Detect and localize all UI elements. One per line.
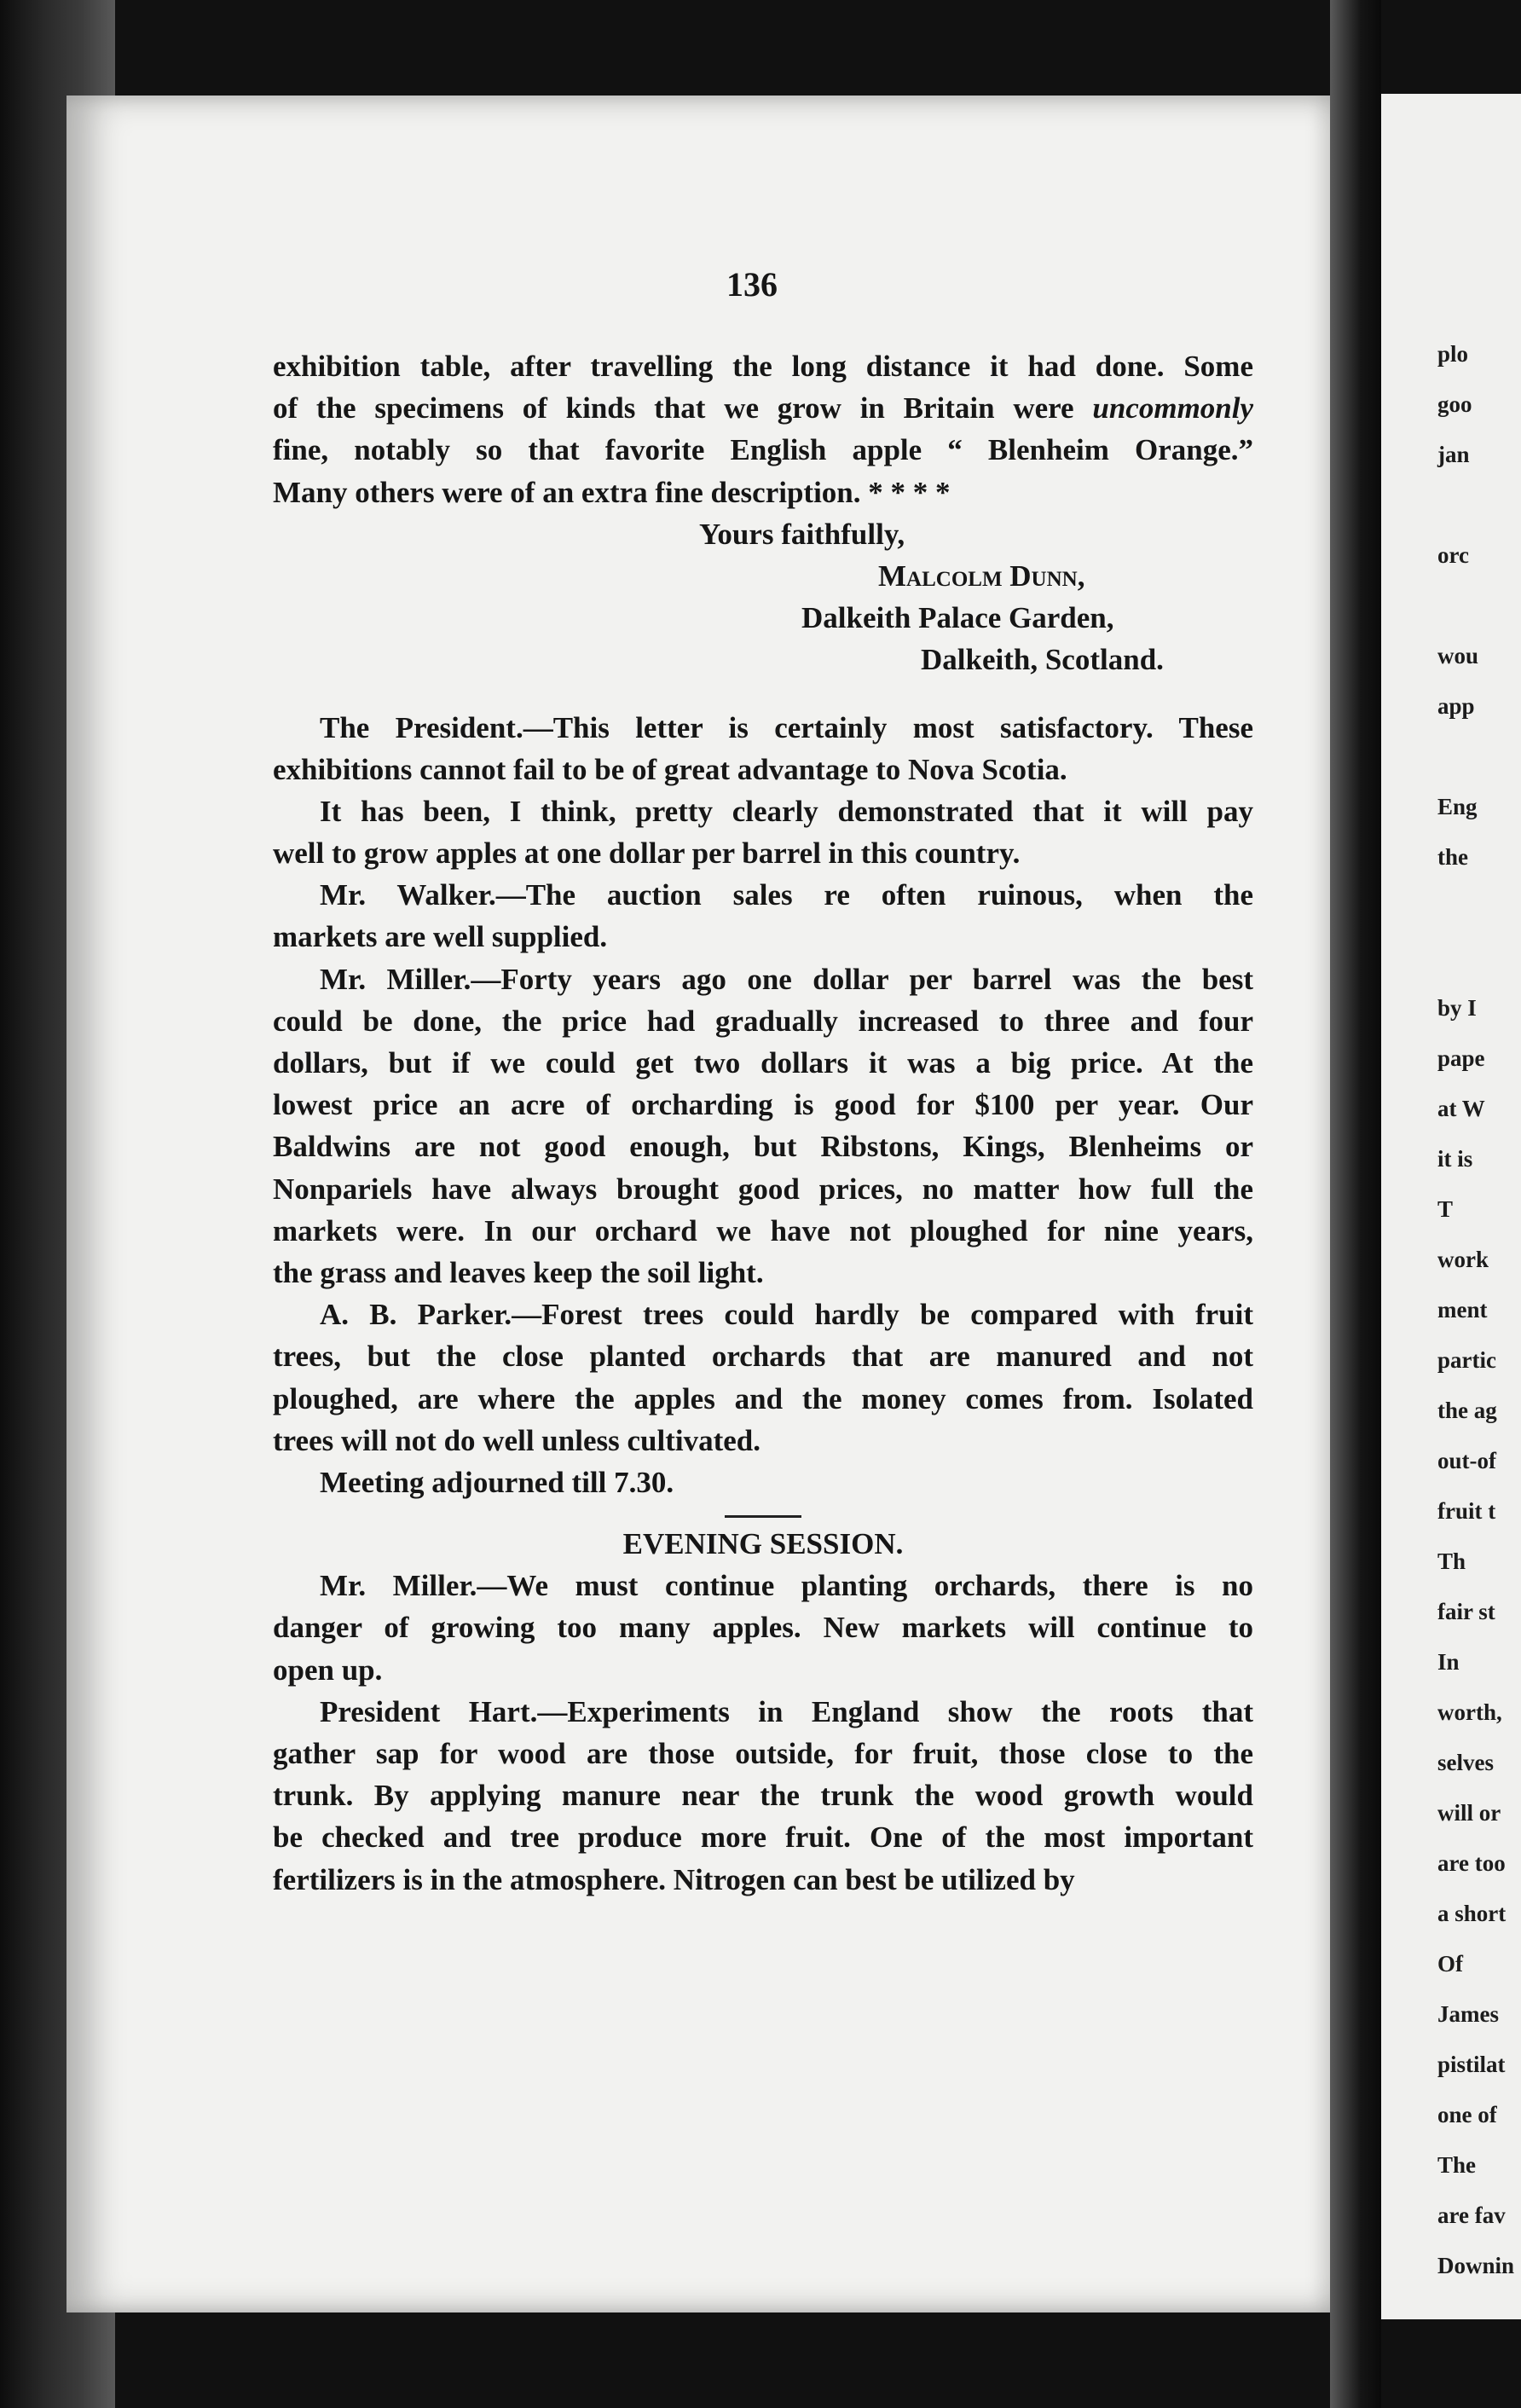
text-line: President Hart.—Experiments in England show the roots that xyxy=(320,1694,1253,1728)
text-line: ploughed, are where the apples and the money comes from. Isolated xyxy=(273,1381,1253,1415)
adjacent-page-fragment: at W xyxy=(1437,1096,1485,1121)
text-line: It has been, I think, pretty clearly demonstrated that it will pay xyxy=(320,794,1253,828)
adjacent-page-fragment: orc xyxy=(1437,542,1469,568)
text-line: lowest price an acre of orcharding is good for $100 per year. Our xyxy=(273,1088,1253,1122)
adjacent-page-fragment: worth, xyxy=(1437,1699,1502,1725)
text-line: The President.—This letter is certainly most satisfactory. These xyxy=(320,710,1253,744)
adjacent-page-fragment: Eng xyxy=(1437,794,1478,819)
section-divider xyxy=(725,1515,801,1518)
text-line: Nonpariels have always brought good prices, no matter how full the xyxy=(273,1172,1253,1206)
text-line: open up. xyxy=(273,1653,383,1687)
text-line: trunk. By applying manure near the trunk the wood growth would xyxy=(273,1779,1253,1813)
page-number: 136 xyxy=(726,265,778,304)
adjacent-page-fragment: one of xyxy=(1437,2102,1497,2127)
adjacent-page-fragment: it is xyxy=(1437,1146,1473,1172)
adjacent-page-fragment: Of xyxy=(1437,1951,1463,1977)
evening-paragraphs xyxy=(273,1565,1253,1901)
text-line: the grass and leaves keep the soil light. xyxy=(273,1255,764,1289)
adjacent-page-fragment: fruit t xyxy=(1437,1498,1496,1524)
text-line: trees, but the close planted orchards that are manured and not xyxy=(273,1340,1253,1374)
adjacent-page-fragment: James xyxy=(1437,2001,1499,2027)
adjacent-page-fragment: work xyxy=(1437,1247,1489,1272)
text-line: be checked and tree produce more fruit. One of the most important xyxy=(273,1820,1253,1855)
section-heading: EVENING SESSION. xyxy=(622,1527,904,1561)
adjacent-page-fragment: selves xyxy=(1437,1750,1494,1775)
page-gutter xyxy=(1330,0,1381,2408)
text-line: exhibitions cannot fail to be of great advantage to Nova Scotia. xyxy=(273,752,1067,786)
signature-place: Dalkeith, Scotland. xyxy=(921,643,1164,677)
adjacent-page-fragment: by I xyxy=(1437,995,1477,1021)
adjacent-page-fragment: T xyxy=(1437,1196,1454,1222)
adjacent-page-fragment: goo xyxy=(1437,391,1472,417)
text-line xyxy=(273,387,1253,429)
page-body xyxy=(273,273,1253,1901)
text-line: could be done, the price had gradually increased to three and four xyxy=(273,1004,1253,1038)
adjacent-page-fragment: ment xyxy=(1437,1297,1488,1323)
adjacent-page-fragment: Th xyxy=(1437,1548,1466,1574)
adjacent-page-fragment: Downin xyxy=(1437,2253,1515,2278)
adjacent-page-fragment: pistilat xyxy=(1437,2052,1506,2077)
adjacent-page-fragment: a short xyxy=(1437,1901,1507,1926)
text-line: Meeting adjourned till 7.30. xyxy=(320,1465,674,1499)
adjacent-page-fragment: The xyxy=(1437,2152,1477,2178)
adjacent-page-fragment: jan xyxy=(1437,442,1470,467)
adjacent-page-fragment: In xyxy=(1437,1649,1460,1675)
letter-closing: Yours faithfully, xyxy=(699,517,905,551)
adjacent-page-fragment: out-of xyxy=(1437,1448,1496,1473)
adjacent-page-fragment: are too xyxy=(1437,1850,1506,1876)
text-run: of the specimens of kinds that we grow in Britain were xyxy=(273,391,1074,425)
adjacent-page-fragment: plo xyxy=(1437,341,1469,367)
text-line: gather sap for wood are those outside, for fruit, those close to the xyxy=(273,1737,1253,1770)
text-line: trees will not do well unless cultivated. xyxy=(273,1423,760,1457)
adjacent-page-fragment: app xyxy=(1437,693,1475,719)
text-line: fine, notably so that favorite English apple “ Blenheim Orange.” xyxy=(273,433,1253,467)
text-line: A. B. Parker.—Forest trees could hardly be compared with fruit xyxy=(320,1298,1253,1332)
text-line: markets are well supplied. xyxy=(273,920,608,954)
text-line: well to grow apples at one dollar per barrel in this country. xyxy=(273,836,1021,871)
adjacent-page-fragment: the ag xyxy=(1437,1398,1497,1423)
signature-place: Dalkeith Palace Garden, xyxy=(801,601,1114,635)
text-line: Mr. Walker.—The auction sales re often ruinous, when the xyxy=(320,878,1253,912)
adjacent-page-fragment: the xyxy=(1437,844,1468,870)
minutes-paragraphs xyxy=(273,707,1253,1504)
text-line: danger of growing too many apples. New markets will continue to xyxy=(273,1611,1253,1645)
text-line: exhibition table, after travelling the long distance it had done. Some xyxy=(273,350,1253,383)
adjacent-page-fragment: wou xyxy=(1437,643,1479,669)
emphasis-text: uncommonly xyxy=(1092,391,1254,425)
text-line: dollars, but if we could get two dollars it was a big price. At the xyxy=(273,1046,1253,1080)
adjacent-page-fragment: are fav xyxy=(1437,2203,1506,2228)
text-line: markets were. In our orchard we have not ploughed for nine years, xyxy=(273,1213,1253,1247)
text-line: Mr. Miller.—We must continue planting orchards, there is no xyxy=(320,1569,1253,1603)
text-line: fertilizers is in the atmosphere. Nitrogen can best be utilized by xyxy=(273,1862,1075,1896)
adjacent-page xyxy=(1381,94,1521,2319)
adjacent-page-fragment: pape xyxy=(1437,1045,1485,1071)
adjacent-page-fragment: fair st xyxy=(1437,1599,1495,1624)
text-line: Mr. Miller.—Forty years ago one dollar per barrel was the best xyxy=(320,962,1253,996)
text-line: Baldwins are not good enough, but Ribstons, Kings, Blenheims or xyxy=(273,1130,1253,1164)
adjacent-page-fragment: will or xyxy=(1437,1800,1501,1826)
adjacent-page-fragment: partic xyxy=(1437,1347,1496,1373)
text-line: Many others were of an extra fine description. * * * * xyxy=(273,475,951,509)
signature-name: Malcolm Dunn, xyxy=(878,559,1085,593)
